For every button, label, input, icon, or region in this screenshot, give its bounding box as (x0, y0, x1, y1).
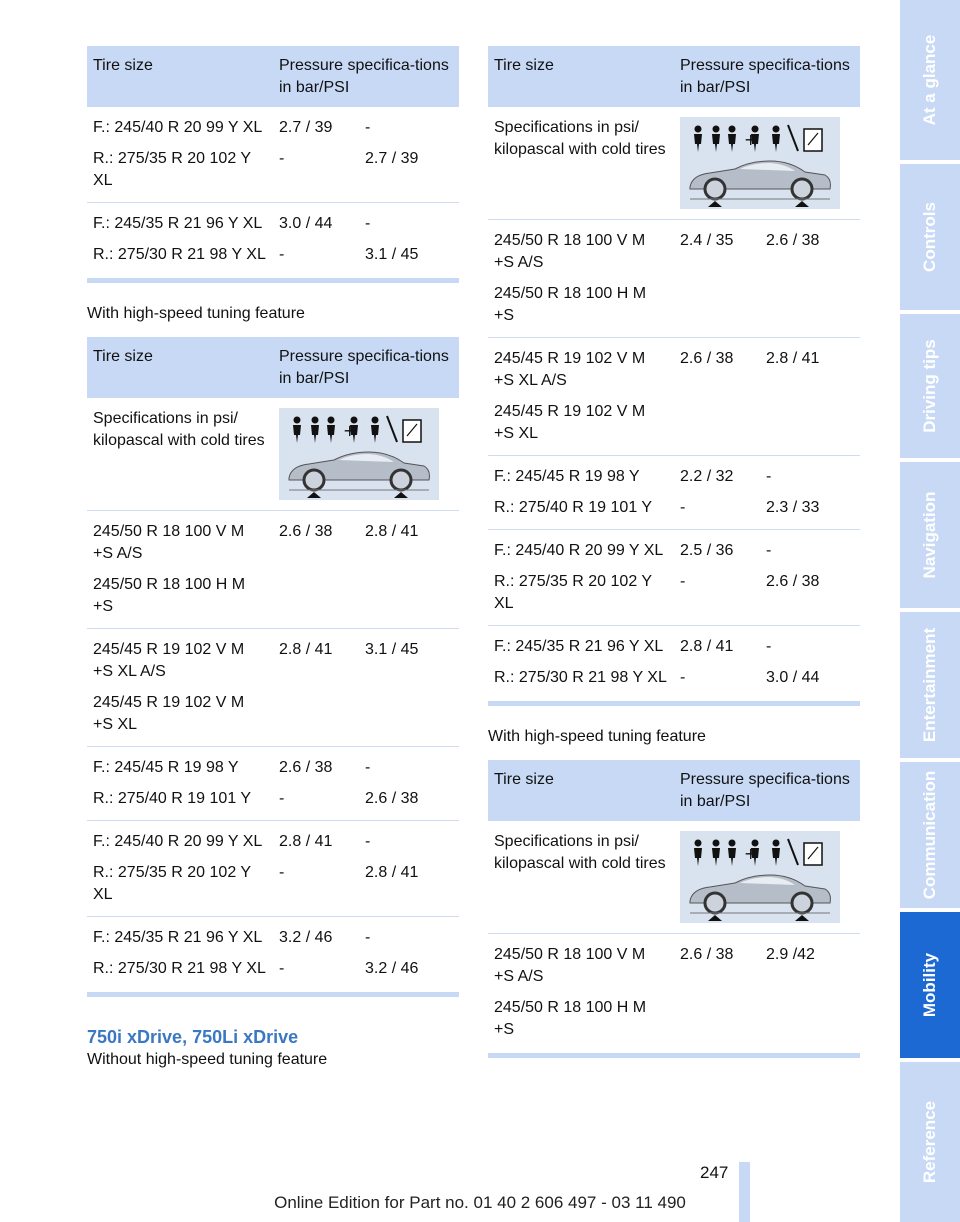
cell-tire-size (87, 821, 273, 917)
svg-text:+: + (744, 844, 758, 863)
cell-tire-size (488, 338, 674, 456)
header-tire-size: Tire size (87, 337, 273, 398)
cell-line: - (766, 542, 772, 559)
cell-line: - (365, 929, 371, 946)
cell-pressure-2 (359, 629, 459, 747)
cell-line: 2.7 / 39 (365, 150, 419, 167)
cell-line: - (279, 790, 285, 807)
cell-line: - (279, 246, 285, 263)
tab-label: Reference (920, 1100, 939, 1184)
section-subtitle: Without high-speed tuning feature (87, 1051, 328, 1068)
cell-tire-size (488, 456, 674, 530)
table-end-bar (87, 278, 459, 283)
table-row (87, 917, 459, 991)
cell-tire-size (87, 203, 273, 277)
cell-line: 2.8 / 41 (279, 641, 333, 658)
cell-line: R.: 275/35 R 20 102 Y XL (93, 864, 251, 903)
spec-label: Specifications in psi/ kilopascal with cold tires (488, 821, 674, 934)
cell-pressure-2 (359, 747, 459, 821)
table-row (488, 530, 860, 626)
svg-text:+: + (343, 421, 357, 440)
cell-line: R.: 275/40 R 19 101 Y (93, 790, 252, 807)
table-row (488, 934, 860, 1052)
cell-line: 2.6 / 38 (365, 790, 419, 807)
passengers-luggage-car-icon (279, 408, 439, 500)
header-pressure: Pressure specifica-tions in bar/PSI (674, 760, 860, 821)
cell-line: 2.6 / 38 (766, 573, 820, 590)
cell-line: - (766, 638, 772, 655)
table-header (87, 337, 459, 398)
cell-pressure-1 (674, 338, 760, 456)
tab-entertainment[interactable] (900, 612, 960, 758)
cell-line: R.: 275/35 R 20 102 Y XL (494, 573, 652, 612)
cell-pressure-1 (674, 220, 760, 338)
cell-line: - (365, 833, 371, 850)
tab-label: Driving tips (920, 339, 939, 433)
tire-pressure-table (87, 337, 459, 990)
tab-label: Navigation (920, 491, 939, 579)
cell-pressure-2 (760, 530, 860, 626)
tab-label: At a glance (920, 34, 939, 126)
cell-pressure-1 (273, 917, 359, 991)
section-title: 750i xDrive, 750Li xDrive (87, 1027, 299, 1047)
cell-line: R.: 275/35 R 20 102 Y XL (93, 150, 251, 189)
cell-pressure-1 (273, 107, 359, 203)
tab-label: Controls (920, 202, 939, 272)
cell-line: 3.2 / 46 (365, 960, 419, 977)
table-row (87, 511, 459, 629)
cell-line: F.: 245/40 R 20 99 Y XL (93, 119, 263, 136)
cell-line: 2.7 / 39 (279, 119, 333, 136)
cell-line: 2.6 / 38 (680, 946, 734, 963)
table-caption: With high-speed tuning feature (488, 728, 706, 745)
passengers-luggage-car-icon (680, 117, 840, 209)
spec-label: Specifications in psi/ kilopascal with cold tires (87, 398, 273, 511)
cell-tire-size (87, 511, 273, 629)
header-pressure: Pressure specifica-tions in bar/PSI (674, 46, 860, 107)
tab-label: Mobility (920, 952, 939, 1018)
cell-line: - (365, 119, 371, 136)
cell-line: - (766, 468, 772, 485)
cell-line: 2.6 / 38 (279, 759, 333, 776)
cell-line: F.: 245/35 R 21 96 Y XL (93, 929, 263, 946)
table-end-bar (488, 1053, 860, 1058)
cell-pressure-2 (359, 917, 459, 991)
cell-line: 245/50 R 18 100 V M +S A/S (494, 946, 646, 985)
cell-line: 2.8 / 41 (766, 350, 820, 367)
cell-line: F.: 245/45 R 19 98 Y (93, 759, 239, 776)
cell-tire-size (488, 934, 674, 1052)
cell-line: 2.8 / 41 (680, 638, 734, 655)
cell-tire-size (87, 107, 273, 203)
cell-pressure-2 (359, 511, 459, 629)
spec-row (488, 107, 860, 220)
tab-mobility[interactable] (900, 912, 960, 1058)
cell-pressure-1 (273, 747, 359, 821)
header-tire-size: Tire size (87, 46, 273, 107)
cell-pressure-2 (760, 220, 860, 338)
cell-pressure-2 (760, 934, 860, 1052)
table-row (87, 629, 459, 747)
cell-line: F.: 245/35 R 21 96 Y XL (93, 215, 263, 232)
cell-line: 2.6 / 38 (680, 350, 734, 367)
cell-tire-size (488, 220, 674, 338)
header-tire-size: Tire size (488, 760, 674, 821)
cell-line: R.: 275/30 R 21 98 Y XL (93, 246, 266, 263)
cell-line: 245/50 R 18 100 H M +S (494, 999, 647, 1038)
cell-line: 2.6 / 38 (766, 232, 820, 249)
table-row (488, 626, 860, 700)
cell-line: 2.2 / 32 (680, 468, 734, 485)
table-row (87, 203, 459, 277)
cell-line: 245/50 R 18 100 H M +S (494, 285, 647, 324)
passengers-luggage-car-icon (680, 831, 840, 923)
table-header (87, 46, 459, 107)
tab-label: Entertainment (920, 627, 939, 743)
cell-line: 3.0 / 44 (279, 215, 333, 232)
cell-tire-size (488, 530, 674, 626)
cell-pressure-1 (674, 934, 760, 1052)
cell-line: 245/50 R 18 100 H M +S (93, 576, 246, 615)
tab-controls[interactable] (900, 164, 960, 310)
svg-text:+: + (744, 130, 758, 149)
cell-line: 245/50 R 18 100 V M +S A/S (494, 232, 646, 271)
cell-line: 2.8 / 41 (365, 864, 419, 881)
cell-pressure-1 (273, 821, 359, 917)
left-column (87, 46, 459, 1071)
cell-line: - (365, 759, 371, 776)
cell-line: 2.6 / 38 (279, 523, 333, 540)
cell-tire-size (87, 917, 273, 991)
footer-text: Online Edition for Part no. 01 40 2 606 497 - 03 11 490 (274, 1193, 686, 1212)
tire-pressure-table (488, 46, 860, 699)
cell-line: F.: 245/40 R 20 99 Y XL (93, 833, 263, 850)
tire-pressure-table (488, 760, 860, 1051)
cell-line: R.: 275/30 R 21 98 Y XL (494, 669, 667, 686)
table-row (87, 747, 459, 821)
tab-driving-tips[interactable] (900, 314, 960, 458)
cell-line: 3.2 / 46 (279, 929, 333, 946)
table-caption: With high-speed tuning feature (87, 305, 305, 322)
cell-line: - (680, 499, 686, 516)
page-number: 247 (700, 1163, 729, 1182)
cell-line: 2.8 / 41 (365, 523, 419, 540)
cell-pressure-2 (760, 626, 860, 700)
cell-pressure-1 (273, 511, 359, 629)
tab-communication[interactable] (900, 762, 960, 908)
cell-pressure-2 (760, 456, 860, 530)
table-row (87, 821, 459, 917)
tab-label: Communication (920, 770, 939, 900)
table-end-bar (488, 701, 860, 706)
cell-pressure-2 (359, 821, 459, 917)
cell-pressure-1 (674, 456, 760, 530)
header-tire-size: Tire size (488, 46, 674, 107)
cell-line: 3.0 / 44 (766, 669, 820, 686)
spec-image-cell (674, 107, 860, 220)
cell-line: 245/45 R 19 102 V M +S XL (494, 403, 646, 442)
table-header (488, 760, 860, 821)
cell-line: 2.9 /42 (766, 946, 815, 963)
cell-pressure-1 (273, 629, 359, 747)
cell-line: 3.1 / 45 (365, 246, 419, 263)
table-end-bar (87, 992, 459, 997)
cell-line: R.: 275/40 R 19 101 Y (494, 499, 653, 516)
table-row (488, 220, 860, 338)
cell-pressure-1 (273, 203, 359, 277)
table-row (488, 338, 860, 456)
cell-pressure-1 (674, 530, 760, 626)
cell-tire-size (87, 747, 273, 821)
cell-line: 3.1 / 45 (365, 641, 419, 658)
table-row (488, 456, 860, 530)
spec-label: Specifications in psi/ kilopascal with cold tires (488, 107, 674, 220)
table-header (488, 46, 860, 107)
cell-line: - (279, 864, 285, 881)
cell-line: - (680, 573, 686, 590)
cell-line: R.: 275/30 R 21 98 Y XL (93, 960, 266, 977)
table-row (87, 107, 459, 203)
cell-line: 2.3 / 33 (766, 499, 820, 516)
cell-line: 2.5 / 36 (680, 542, 734, 559)
cell-line: F.: 245/40 R 20 99 Y XL (494, 542, 664, 559)
spec-image-cell (273, 398, 459, 511)
right-column (488, 46, 860, 1058)
cell-line: 245/50 R 18 100 V M +S A/S (93, 523, 245, 562)
cell-line: 2.8 / 41 (279, 833, 333, 850)
spec-row (87, 398, 459, 511)
cell-line: - (365, 215, 371, 232)
spec-row (488, 821, 860, 934)
tire-pressure-table (87, 46, 459, 276)
cell-pressure-2 (760, 338, 860, 456)
chapter-tabs (900, 0, 960, 1222)
header-pressure: Pressure specifica-tions in bar/PSI (273, 46, 459, 107)
cell-line: - (279, 150, 285, 167)
cell-line: 245/45 R 19 102 V M +S XL A/S (494, 350, 646, 389)
spec-image-cell (674, 821, 860, 934)
cell-pressure-2 (359, 203, 459, 277)
cell-line: F.: 245/35 R 21 96 Y XL (494, 638, 664, 655)
cell-pressure-1 (674, 626, 760, 700)
cell-line: 245/45 R 19 102 V M +S XL (93, 694, 245, 733)
cell-tire-size (488, 626, 674, 700)
cell-line: - (279, 960, 285, 977)
cell-line: - (680, 669, 686, 686)
tab-at-a-glance[interactable] (900, 0, 960, 160)
cell-line: 2.4 / 35 (680, 232, 734, 249)
header-pressure: Pressure specifica-tions in bar/PSI (273, 337, 459, 398)
page-marker-bar (739, 1162, 750, 1222)
tab-navigation[interactable] (900, 462, 960, 608)
cell-pressure-2 (359, 107, 459, 203)
cell-line: F.: 245/45 R 19 98 Y (494, 468, 640, 485)
cell-tire-size (87, 629, 273, 747)
cell-line: 245/45 R 19 102 V M +S XL A/S (93, 641, 245, 680)
